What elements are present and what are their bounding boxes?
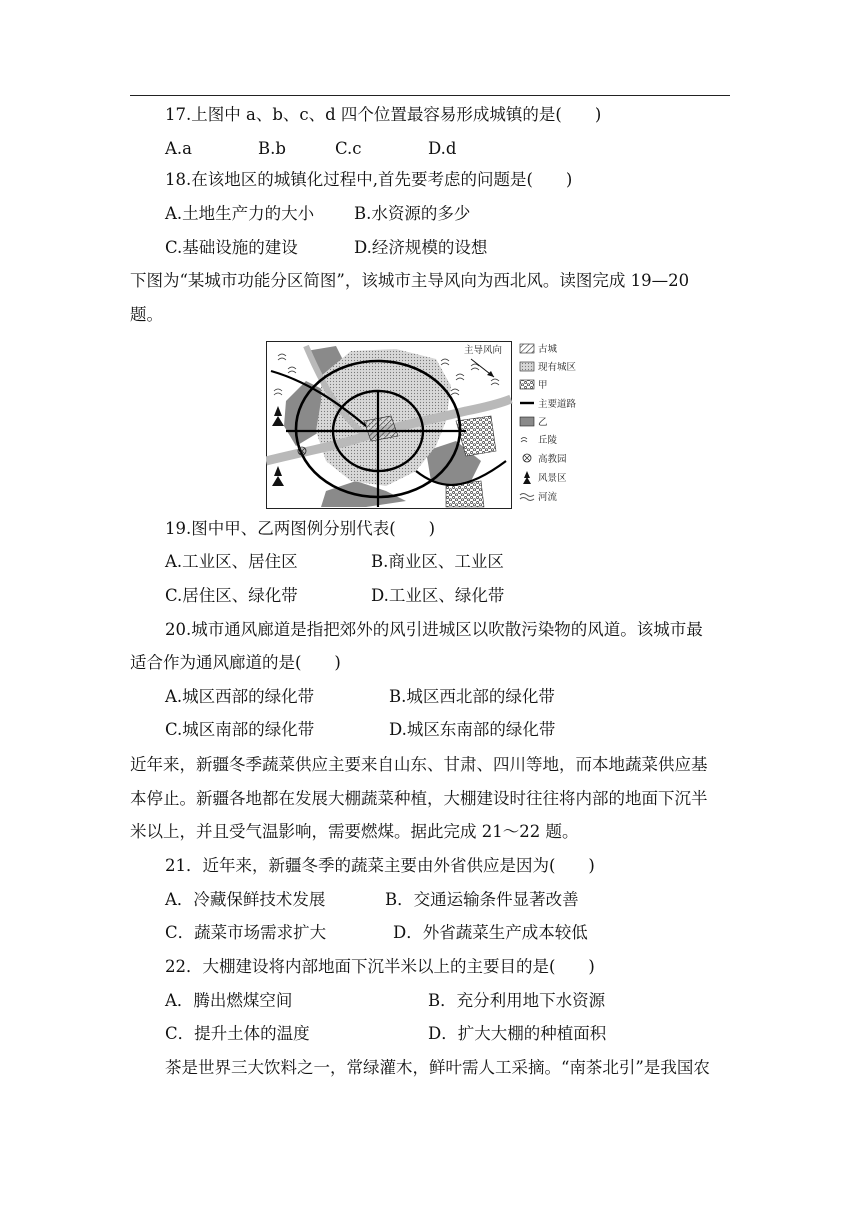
q21-option-d: D．外省蔬菜生产成本较低 [393,923,588,942]
svg-text:古城: 古城 [538,344,558,355]
q18-option-d: D.经济规模的设想 [354,238,488,257]
q17-option-d: D.d [428,139,457,158]
q21-option-c: C．蔬菜市场需求扩大 [165,923,327,942]
q19-option-d: D.工业区、绿化带 [371,586,505,605]
svg-text:主要道路: 主要道路 [538,399,577,410]
intro-21-22-line3: 米以上，并且受气温影响，需要燃煤。据此完成 21～22 题。 [130,822,579,841]
q22-option-c: C．提升土体的温度 [165,1024,310,1043]
q19-option-b: B.商业区、工业区 [371,552,504,571]
q18-option-b: B.水资源的多少 [354,204,471,223]
q20-stem-line2: 适合作为通风廊道的是( ) [130,653,341,672]
svg-text:现有城区: 现有城区 [538,362,577,373]
q18-option-c: C.基础设施的建设 [165,238,298,257]
q18-stem: 18.在该地区的城镇化过程中,首先要考虑的问题是( ) [165,170,573,189]
q21-option-a: A．冷藏保鲜技术发展 [165,890,326,909]
svg-text:甲: 甲 [538,380,548,391]
intro-19-20-line2: 题。 [130,305,163,324]
q20-stem-line1: 20.城市通风廊道是指把郊外的风引进城区以吹散污染物的风道。该城市最 [165,620,703,639]
svg-text:丘陵: 丘陵 [538,435,558,446]
intro-21-22-line2: 本停止。新疆各地都在发展大棚蔬菜种植，大棚建设时往往将内部的地面下沉半 [130,789,708,808]
city-function-zone-map [266,341,586,509]
q17-option-c: C.c [335,139,362,158]
q21-stem: 21．近年来，新疆冬季的蔬菜主要由外省供应是因为( ) [165,856,595,875]
map-legend [520,343,577,503]
svg-text:风景区: 风景区 [538,473,567,484]
q20-option-a: A.城区西部的绿化带 [165,687,315,706]
q19-stem: 19.图中甲、乙两图例分别代表( ) [165,519,436,538]
q17-option-a: A.a [165,139,192,158]
q22-option-b: B．充分利用地下水资源 [428,991,606,1010]
q22-stem: 22．大棚建设将内部地面下沉半米以上的主要目的是( ) [165,957,595,976]
svg-text:乙: 乙 [538,417,548,428]
intro-19-20-line1: 下图为“某城市功能分区简图”，该城市主导风向为西北风。读图完成 19—20 [130,271,690,290]
q20-option-d: D.城区东南部的绿化带 [389,720,556,739]
q22-option-d: D．扩大大棚的种植面积 [428,1024,607,1043]
q19-option-c: C.居住区、绿化带 [165,586,298,605]
q20-option-b: B.城区西北部的绿化带 [389,687,555,706]
header-rule [130,95,730,96]
svg-text:河流: 河流 [538,492,558,503]
wind-label: 主导风向 [464,345,503,356]
intro-tea-line1: 茶是世界三大饮料之一，常绿灌木，鲜叶需人工采摘。“南茶北引”是我国农 [165,1058,710,1077]
q22-option-a: A．腾出燃煤空间 [165,991,293,1010]
q21-option-b: B．交通运输条件显著改善 [385,890,579,909]
q19-option-a: A.工业区、居住区 [165,552,298,571]
intro-21-22-line1: 近年来，新疆冬季蔬菜供应主要来自山东、甘肃、四川等地，而本地蔬菜供应基 [130,755,708,774]
q18-option-a: A.土地生产力的大小 [165,204,315,223]
q20-option-c: C.城区南部的绿化带 [165,720,315,739]
q17-stem: 17.上图中 a、b、c、d 四个位置最容易形成城镇的是( ) [165,105,602,124]
q17-option-b: B.b [258,139,286,158]
svg-text:高教园: 高教园 [538,454,567,465]
